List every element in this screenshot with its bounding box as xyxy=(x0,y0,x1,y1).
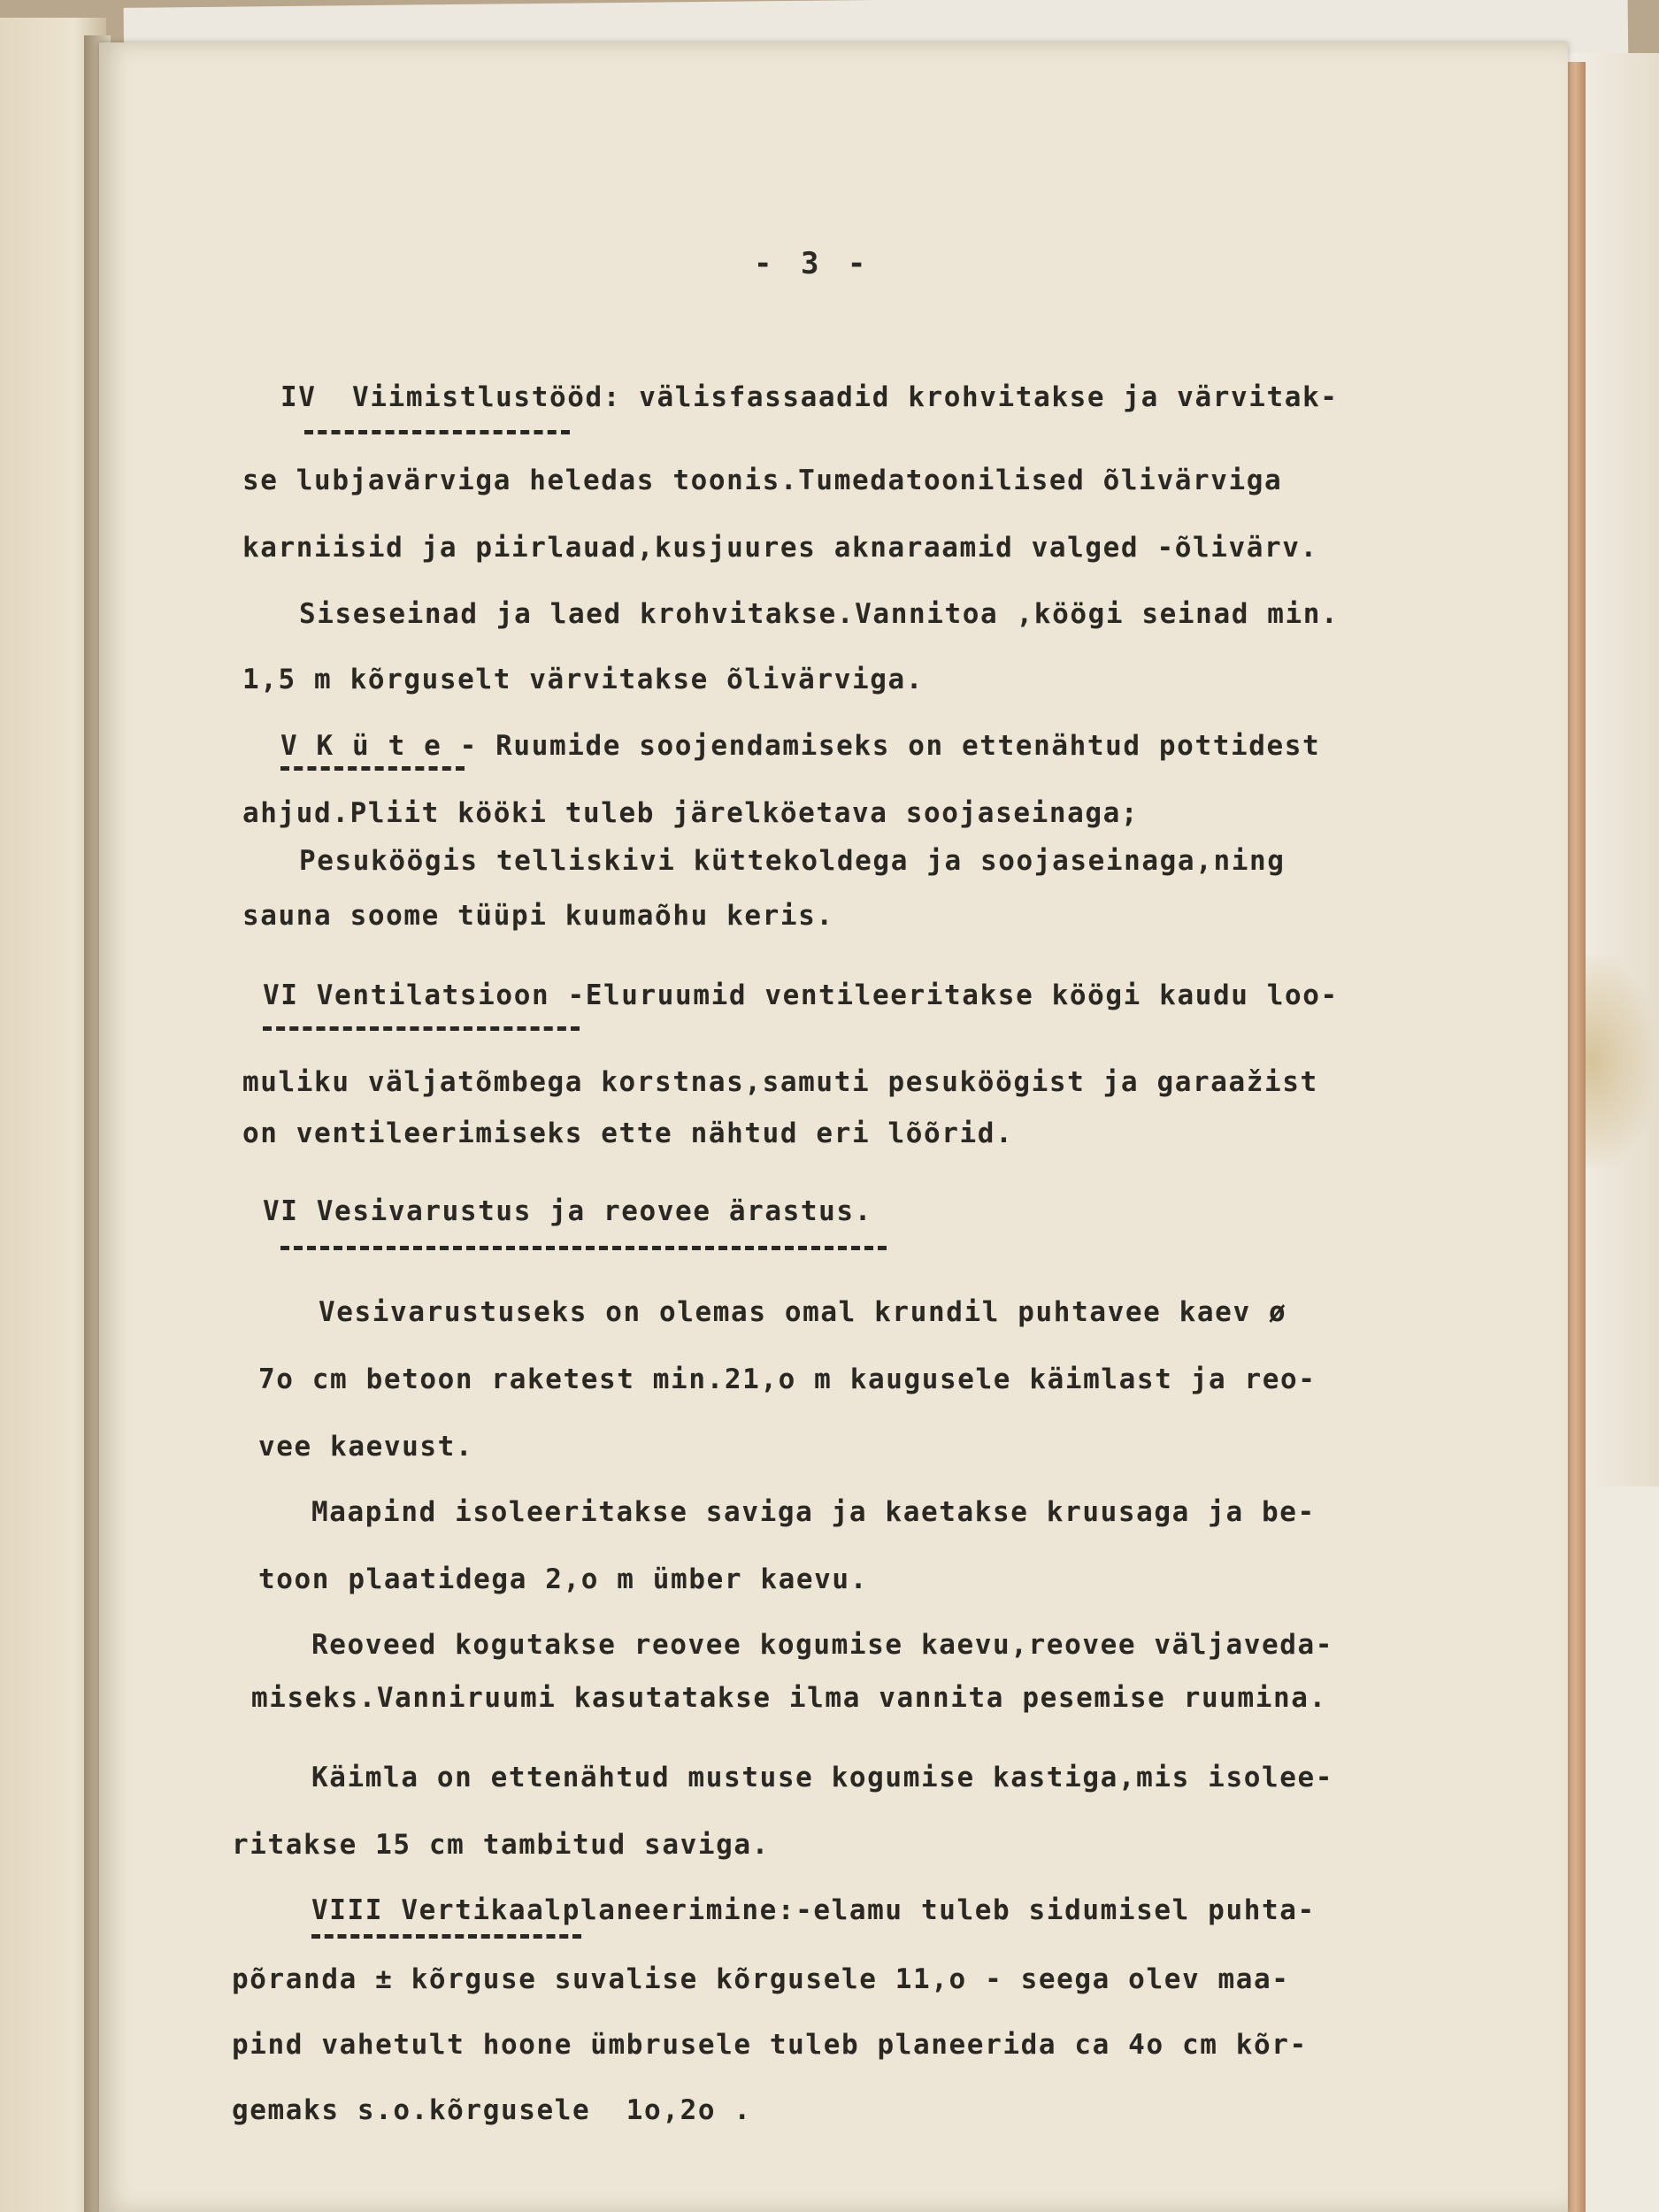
text-line: toon plaatidega 2,o m ümber kaevu. xyxy=(258,1563,868,1595)
text-line: V K ü t e - Ruumide soojendamiseks on ettenähtud pottidest xyxy=(280,730,1321,762)
text-line: karniisid ja piirlauad,kusjuures aknaraamid valged -õlivärv. xyxy=(242,532,1318,564)
text-line: Siseseinad ja laed krohvitakse.Vannitoa ,köögi seinad min. xyxy=(299,598,1340,630)
text-line: VIII Vertikaalplaneerimine:-elamu tuleb sidumisel puhta- xyxy=(311,1894,1316,1926)
heading-underline xyxy=(280,766,465,771)
text-line: pind vahetult hoone ümbrusele tuleb planeerida ca 4o cm kõr- xyxy=(232,2029,1308,2061)
text-line: Pesuköögis telliskivi küttekoldega ja soojaseinaga,ning xyxy=(299,845,1286,877)
text-line: ritakse 15 cm tambitud saviga. xyxy=(232,1829,770,1861)
text-line: 7o cm betoon raketest min.21,o m kaugusele käimlast ja reo- xyxy=(258,1363,1317,1395)
heading-underline xyxy=(304,430,570,434)
text-line: sauna soome tüüpi kuumaõhu keris. xyxy=(242,900,834,932)
text-line: gemaks s.o.kõrgusele 1o,2o . xyxy=(232,2094,752,2126)
text-line: VI Vesivarustus ja reovee ärastus. xyxy=(263,1195,872,1227)
text-line: Reoveed kogutakse reovee kogumise kaevu,reovee väljaveda- xyxy=(311,1629,1334,1661)
text-line: vee kaevust. xyxy=(258,1431,474,1463)
text-line: IV Viimistlustööd: välisfassaadid krohvitakse ja värvitak- xyxy=(280,381,1339,413)
text-line: Maapind isoleeritakse saviga ja kaetakse kruusaga ja be- xyxy=(311,1496,1316,1528)
text-line: VI Ventilatsioon -Eluruumid ventileeritakse köögi kaudu loo- xyxy=(263,979,1339,1011)
text-line: se lubjavärviga heledas toonis.Tumedatoonilised õlivärviga xyxy=(242,465,1283,496)
text-line: Käimla on ettenähtud mustuse kogumise kastiga,mis isolee- xyxy=(311,1762,1334,1793)
text-line: muliku väljatõmbega korstnas,samuti pesuköögist ja garaažist xyxy=(242,1066,1318,1098)
heading-underline xyxy=(311,1934,581,1939)
text-line: ahjud.Pliit kööki tuleb järelköetava soojaseinaga; xyxy=(242,797,1140,829)
page-number: - 3 - xyxy=(754,246,872,281)
heading-underline xyxy=(263,1026,580,1031)
text-line: miseks.Vanniruumi kasutatakse ilma vannita pesemise ruumina. xyxy=(251,1682,1327,1714)
folder-cover-edge xyxy=(1566,62,1586,2212)
typed-page xyxy=(99,42,1568,2212)
text-line: põranda ± kõrguse suvalise kõrgusele 11,o - seega olev maa- xyxy=(232,1963,1290,1995)
text-line: on ventileerimiseks ette nähtud eri lõõrid. xyxy=(242,1118,1014,1149)
heading-underline xyxy=(280,1246,887,1250)
text-line: 1,5 m kõrguselt värvitakse õlivärviga. xyxy=(242,664,925,695)
text-line: Vesivarustuseks on olemas omal krundil puhtavee kaev ø xyxy=(319,1296,1287,1328)
